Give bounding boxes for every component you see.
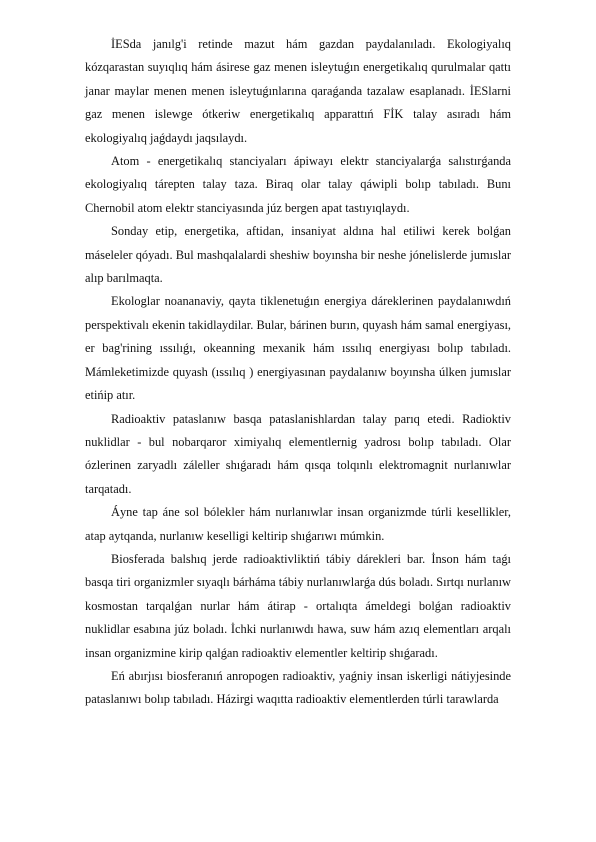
paragraph-radioactive-pollution: Radioaktiv pataslanıw basqa pataslanishlardan talay parıq etedi. Radioktiv nuklidlar - bul nobarqaror ximiyalıq elementlernig yadrosı bolıp tabıladı. Olar ózlerinen zaryadlı záleller shıǵaradı hám qısqa tolqınlı elektromagnit nurlanıwlar tarqatadı. [85, 411, 511, 496]
paragraph-renewable-energy: Ekologlar noananaviy, qayta tiklenetuǵın energiya dáreklerinen paydalanıwdıń perspektivalı ekenin takidlaydilar. Bular, bárinen burın, quyash hám samal energiyası, er bag'rining ıssılıǵı, okeanning mexanik hám ıssılıq energiyası bolıp tabıladı. Mámleketimizde quyash (ıssılıq ) energiyasınan paydalanıw boyınsha úlken jumıslar etińip atır. [85, 294, 511, 403]
paragraph-anthropogenic-radioactivity: Eń abırjısı biosferanıń anropogen radioaktiv, yaǵniy insan iskerligi nátiyjesinde pataslanıwı bolıp tabıladı. Házirgi waqıtta radioaktiv elementlerden túrli tarawlarda [85, 668, 511, 707]
paragraph-natural-radiation: Biosferada balshıq jerde radioaktivliktiń tábiy dárekleri bar. İnson hám taǵı basqa tiri organizmler sıyaqlı bárháma tábiy nurlanıwlarǵa dús boladı. Sırtqı nurlanıw kosmostan tarqalǵan nurlar hám átirap - ortalıqta ámeldegi bolǵan radioaktiv nuklidlar esabına júz boladı. İchki nurlanıwdı hawa, suw hám azıq elementları arqalı insan organizmine kirip qalǵan radioaktiv elementler keltirip shıǵaradı. [85, 551, 511, 660]
paragraph-gas-fuel: İESda janılg'i retinde mazut hám gazdan paydalanıladı. Ekologiyalıq kózqarastan suyıqlıq hám ásirese gaz menen isleytuǵın energetikalıq qurulmalar qattı janar maylar menen menen isleytuǵınlarına qaraǵanda tazalaw esaplanadı. İESlarni gaz menen islewge ótkeriw energetikalıq apparattıń FİK talay asıradı hám ekologiyalıq jaǵdaydı jaqsılaydı. [85, 37, 511, 145]
paragraph-energy-problems: Sonday etip, energetika, aftidan, insaniyat aldına hal etiliwi kerek bolǵan máseleler qóyadı. Bul mashqalalardi sheshiw boyınsha bir neshe jónelislerde jumıslar alıp barılmaqta. [85, 224, 511, 286]
paragraph-radiation-diseases: Áyne tap áne sol bólekler hám nurlanıwlar insan organizmde túrli kesellikler, atap aytqanda, nurlanıw keselligi keltirip shıǵarıwı múmkin. [85, 505, 511, 543]
document-page [85, 33, 511, 712]
paragraph-nuclear-stations: Atom - energetikalıq stanciyaları ápiwayı elektr stanciyalarǵa salıstırǵanda ekologiyalıq tárepten talay taza. Biraq olar talay qáwipli bolıp tabıladı. Bunı Chernobil atom elektr stanciyasında júz bergen apat tastıyıqlaydı. [85, 154, 511, 215]
